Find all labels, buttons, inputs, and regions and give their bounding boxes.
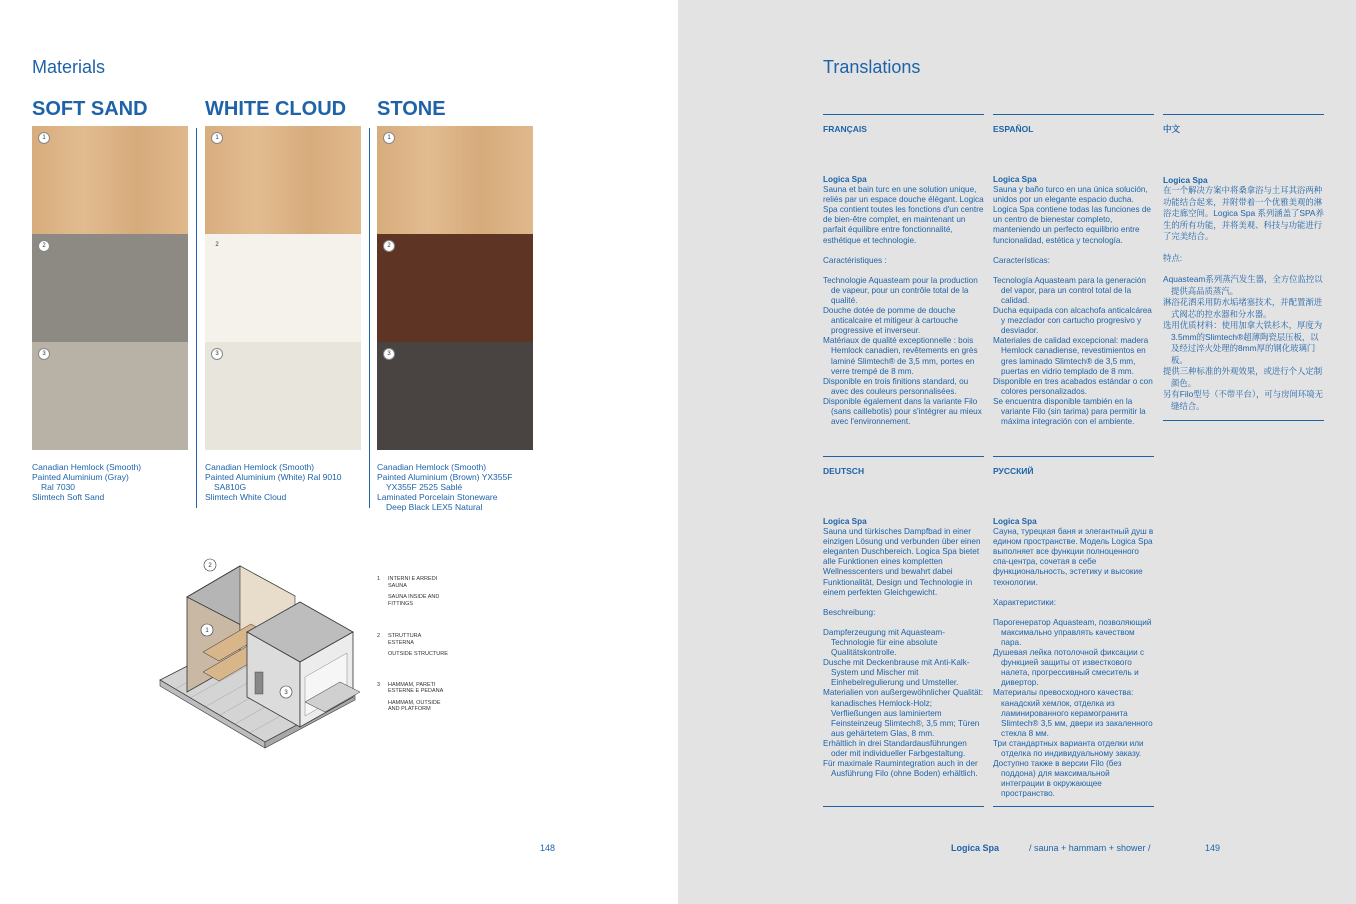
swatch-stack (32, 126, 188, 450)
svg-text:1: 1 (205, 628, 209, 634)
swatch-number-3: 3 (38, 348, 50, 360)
intro-text: Sauna y baño turco en una única solución, unidos por un elegante espacio ducha. Logica Spa contiene todas las funciones de un centro de bienestar completo, manteniendo un perfecto equilibrio entre funcionalidad, estética y tecnología. (993, 185, 1151, 245)
translation-fr (823, 114, 984, 427)
feature-item: Erhältlich in drei Standardausführungen oder mit individueller Farbgestaltung. (823, 738, 967, 758)
legend-italian: HAMMAM, PARETI ESTERNE E PEDANA (388, 681, 444, 694)
footer-brand: Logica Spa (951, 843, 1000, 853)
lang-heading: РУССКИЙ (993, 466, 1034, 476)
feature-item: Три стандартных варианта отделки или отделка по индивидуальному заказу. (993, 738, 1144, 758)
product-name: Logica Spa (993, 517, 1037, 526)
feature-item: 另有Filo型号（不带平台），可与房间环境无缝结合。 (1163, 389, 1324, 411)
product-name: Logica Spa (823, 175, 867, 184)
lang-heading: 中文 (1163, 124, 1181, 134)
material-white-cloud (205, 98, 361, 502)
material-title: SOFT SAND (32, 98, 148, 120)
materials-title: Materials (32, 57, 106, 77)
features-label: Caractéristiques : (823, 255, 887, 265)
lang-heading: FRANÇAIS (823, 124, 867, 134)
caption-line: Ral 7030 (41, 482, 76, 492)
legend-item (377, 682, 497, 713)
material-title: STONE (377, 98, 446, 120)
feature-item: Disponible en trois finitions standard, ou avec des couleurs personnalisées. (823, 376, 969, 396)
feature-item: Materialien von außergewöhnlicher Qualität: kanadisches Hemlock-Holz; Verfließungen aus laminiertem Feinsteinzeug Slimtech®, 3,5 mm; Türen aus gehärtetem Glas, 8 mm. (823, 688, 984, 738)
swatch-slimtech (32, 342, 188, 450)
translation-es (993, 114, 1154, 427)
material-caption (377, 462, 547, 512)
feature-item: Dusche mit Deckenbrause mit Anti-Kalk-System und Mischer mit Einhebelregulierung und Umsteller. (823, 658, 970, 688)
caption-line: Slimtech Soft Sand (32, 492, 105, 502)
swatch-number-2: 2 (383, 240, 395, 252)
column-bottom-rule (993, 806, 1154, 807)
translations-title: Translations (823, 57, 921, 77)
product-name: Logica Spa (1163, 175, 1208, 185)
swatch-stack (377, 126, 533, 450)
swatch-stack (205, 126, 361, 450)
feature-item: 淋浴花洒采用防水垢堵塞技术，并配置渐进式阀芯的控水器和分水器。 (1163, 297, 1323, 319)
legend-item (377, 576, 497, 607)
caption-line: Canadian Hemlock (Smooth) (32, 462, 142, 472)
feature-item: Se encuentra disponible también en la variante Filo (sin tarima) para permitir la máxima integración con el ambiente. (993, 396, 1146, 427)
legend-english: OUTSIDE STRUCTURE (388, 651, 448, 657)
translation-de (823, 456, 984, 779)
intro-text: Sauna und türkisches Dampfbad in einer einzigen Lösung und verbunden über einen eleganten Duschbereich. Logica Spa bietet alle Funktionen eines kompletten Wellnesscenters und bewahrt dabei Funktionalität, Design und Technologie in einem perfekten Gleichgewicht. (823, 527, 981, 597)
swatch-number-3: 3 (211, 348, 223, 360)
legend-number: 2 (377, 633, 381, 639)
svg-text:3: 3 (284, 690, 288, 696)
features-label: Beschreibung: (823, 607, 876, 617)
swatch-number-1: 1 (38, 132, 50, 144)
footer-tagline: / sauna + hammam + shower / (1029, 843, 1151, 853)
legend-item (377, 633, 497, 658)
right-page (678, 0, 1356, 904)
page-number-left: 148 (540, 843, 556, 853)
caption-line: Laminated Porcelain Stoneware (377, 492, 498, 502)
legend-english: HAMMAM, OUTSIDE AND PLATFORM (388, 699, 441, 712)
swatch-number-3: 3 (383, 348, 395, 360)
page-number-right: 149 (1205, 843, 1221, 853)
product-name: Logica Spa (823, 517, 867, 526)
features-label: 特点: (1163, 252, 1183, 263)
swatch-wood (32, 126, 188, 234)
caption-line: Slimtech White Cloud (205, 492, 287, 502)
product-name: Logica Spa (993, 175, 1037, 184)
feature-item: Materiales de calidad excepcional: madera Hemlock canadiense, revestimientos en gres laminado Slimtech® de 3,5 mm, puertas en vidrio templado de 8 mm. (993, 336, 1149, 376)
swatch-number-2: 2 (215, 242, 219, 248)
material-stone (377, 98, 533, 512)
swatch-aluminium (377, 234, 533, 342)
swatch-number-1: 1 (383, 132, 395, 144)
logica-spa-illustration (155, 552, 365, 762)
feature-item: Tecnología Aquasteam para la generación del vapor, para un control total de la calidad. (993, 275, 1146, 305)
caption-line: Painted Aluminium (Gray) (32, 472, 129, 482)
column-bottom-rule (823, 806, 984, 807)
caption-line: Painted Aluminium (Brown) YX355F (377, 472, 513, 482)
feature-item: Доступно также в версии Filo (без поддона) для максимальной интеграции в окружающее пространство. (993, 759, 1122, 799)
swatch-aluminium (32, 234, 188, 342)
intro-text: Сауна, турецкая баня и элегантный душ в едином пространстве. Модель Logica Spa выполняет все функции полноценного спа-центра, сочетая в себе функциональность, эстетику и высокие технологии. (993, 527, 1154, 587)
caption-line: SA810G (214, 482, 247, 492)
legend-number: 3 (377, 681, 381, 688)
feature-item: Disponible également dans la variante Filo (sans caillebotis) pour s'intégrer au mieux avec l'environnement. (823, 396, 982, 427)
swatch-number-1: 1 (211, 132, 223, 144)
features-label: Характеристики: (993, 597, 1056, 607)
material-title: WHITE CLOUD (205, 98, 347, 120)
swatch-aluminium (205, 234, 361, 342)
column-divider (369, 128, 370, 508)
feature-item: 提供三种标准的外观效果，或进行个人定制颜色。 (1163, 366, 1323, 388)
caption-line: Painted Aluminium (White) Ral 9010 (205, 472, 342, 482)
feature-item: 选用优质材料：使用加拿大铁杉木，厚度为3.5mm的Slimtech®超薄陶瓷层压板，以及经过淬火处理的8mm厚的钢化玻璃门板。 (1163, 320, 1323, 365)
caption-line: Deep Black LEX5 Natural (386, 502, 483, 512)
legend-number: 1 (377, 576, 381, 582)
feature-item: Aquasteam系列蒸汽发生器，全方位监控以提供高品质蒸汽。 (1163, 274, 1323, 296)
feature-item: Душевая лейка потолочной фиксации с функцией защиты от известкового налета, прогрессивный смеситель и дивертор. (993, 648, 1145, 688)
caption-line: YX355F 2525 Sablé (386, 482, 463, 492)
material-caption (205, 462, 375, 502)
swatch-wood (377, 126, 533, 234)
material-caption (32, 462, 192, 502)
lang-heading: DEUTSCH (823, 466, 865, 476)
feature-item: Парогенератор Aquasteam, позволяющий максимально управлять качеством пара. (993, 617, 1152, 647)
swatch-wood (205, 126, 361, 234)
legend-italian: INTERNI E ARREDI SAUNA (388, 576, 438, 589)
feature-item: Материалы превосходного качества: канадский хемлок, отделка из ламинированного керамогранита Slimtech® 3,5 мм, двери из закаленного стекла 8 мм. (993, 688, 1153, 738)
lang-heading: ESPAÑOL (993, 124, 1034, 134)
feature-item: Douche dotée de pomme de douche anticalcaire et mitigeur à cartouche progressive et inverseur. (823, 306, 958, 336)
feature-item: Disponible en tres acabados estándar o con colores personalizados. (993, 376, 1153, 396)
translation-ru (993, 456, 1154, 799)
legend-english: SAUNA INSIDE AND FITTINGS (388, 594, 440, 607)
column-divider (196, 128, 197, 508)
feature-item: Matériaux de qualité exceptionnelle : bois Hemlock canadien, revêtements en grès laminé Slimtech® de 3,5 mm, portes en verre trempé de 8 mm. (823, 336, 978, 376)
feature-item: Ducha equipada con alcachofa anticalcárea y mezclador con cartucho progresivo y desviador. (993, 306, 1152, 336)
swatch-slimtech (377, 342, 533, 450)
feature-item: Dampferzeugung mit Aquasteam-Technologie für eine absolute Qualitätskontrolle. (823, 627, 945, 658)
material-soft-sand (32, 98, 188, 502)
intro-text: 在一个解决方案中将桑拿浴与土耳其浴两种功能结合起来，并附带着一个优雅美观的淋浴走廊空间。Logica Spa 系列涵盖了SPA养生的所有功能，并将美观、科技与功能进行了完美结合。 (1163, 185, 1324, 241)
illustration-legend (377, 576, 497, 723)
legend-italian: STRUTTURA ESTERNA (388, 633, 421, 646)
caption-line: Canadian Hemlock (Smooth) (205, 462, 315, 472)
intro-text: Sauna et bain turc en une solution unique, reliés par un espace douche élégant. Logica Spa contient toutes les fonctions d'un centre de bien-être complet, en maintenant un parfait équilibre entre fonctionnalité, esthétique et technologie. (823, 185, 984, 245)
swatch-slimtech (205, 342, 361, 450)
feature-item: Für maximale Raumintegration auch in der Ausführung Filo (ohne Boden) erhältlich. (823, 759, 978, 779)
translation-zh (1163, 114, 1324, 421)
caption-line: Canadian Hemlock (Smooth) (377, 462, 487, 472)
features-label: Características: (993, 255, 1050, 265)
svg-text:2: 2 (208, 563, 212, 569)
feature-item: Technologie Aquasteam pour la production de vapeur, pour un contrôle total de la qualité. (823, 275, 978, 305)
swatch-number-2: 2 (38, 240, 50, 252)
